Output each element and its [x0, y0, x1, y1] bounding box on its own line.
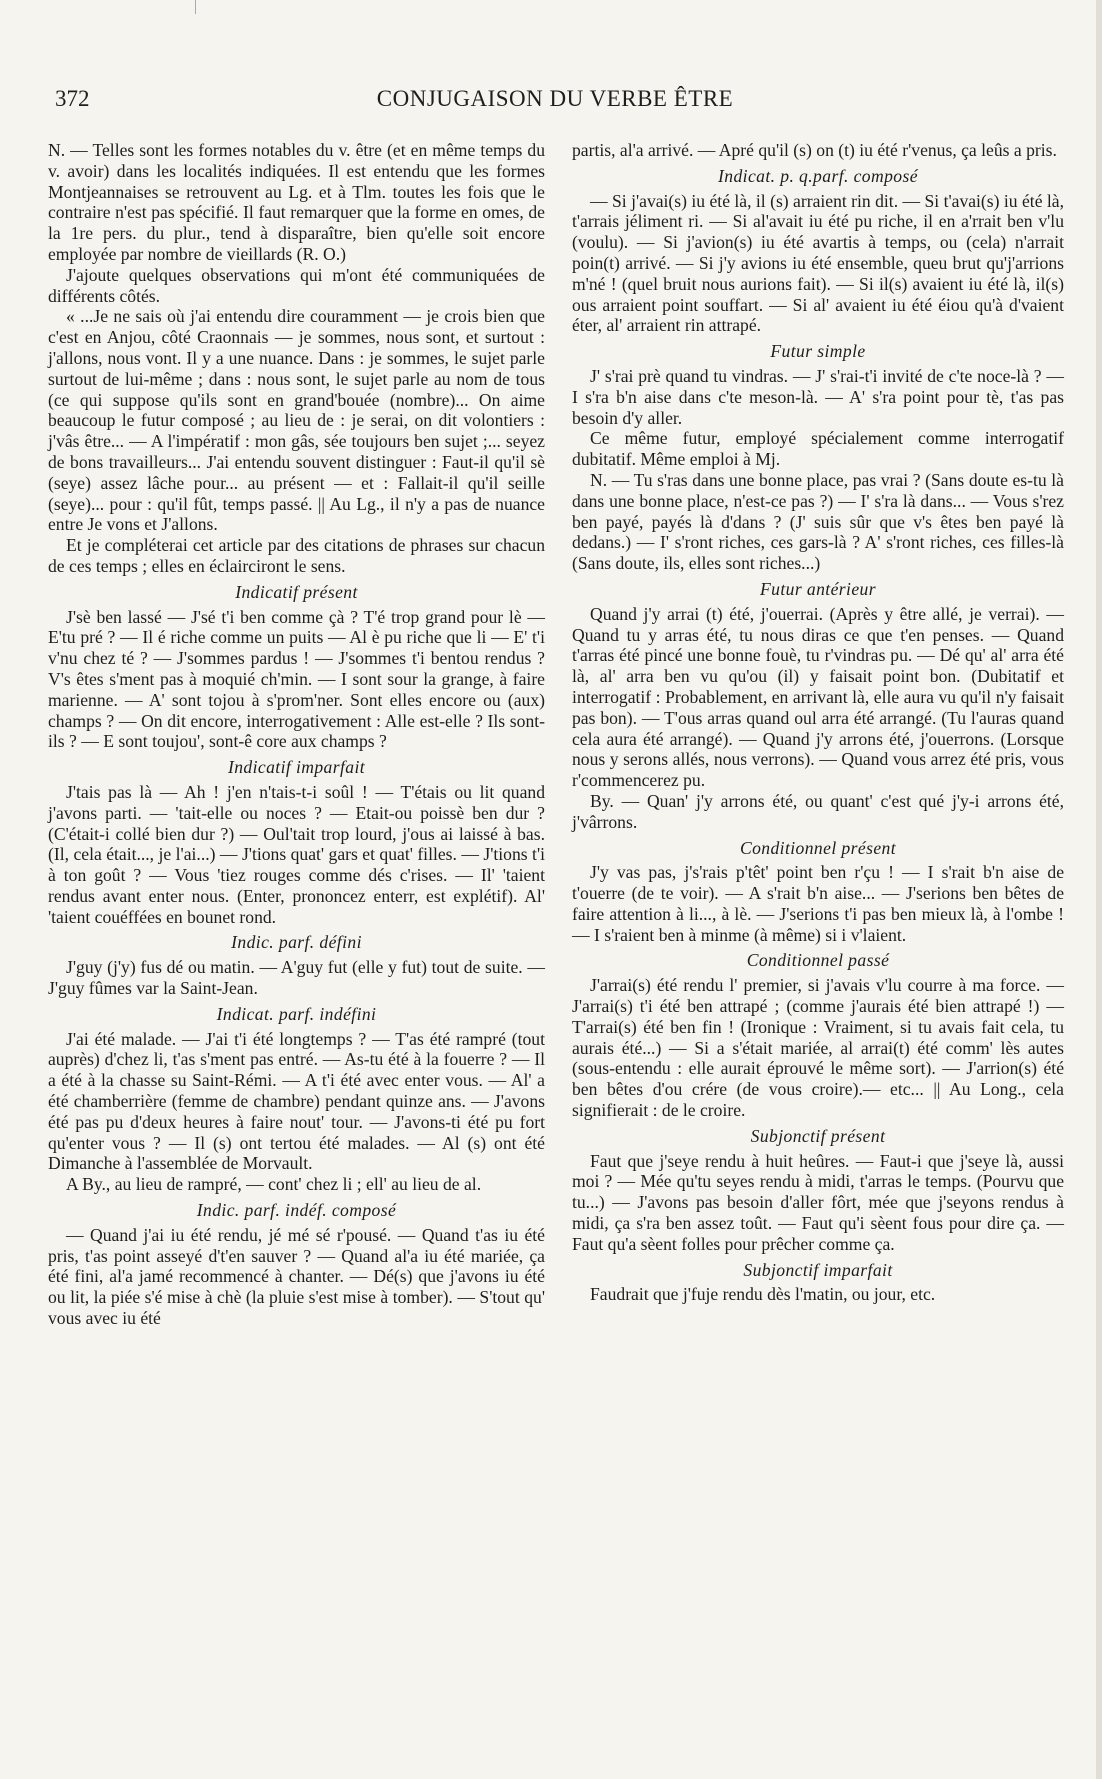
paragraph: — Quand j'ai iu été rendu, jé mé sé r'pousé. — Quand t'as iu été pris, t'as point asseyé d't'en sauver ? — Quand al'a iu été mariée, ça été fini, al'a jamé recommencé à chanter. — Dé(s) que j'avons iu été ou lit, la piée s'é mise à chè (la pluie s'est mise à tomber). — S'tout qu' vous avec iu été: [48, 1224, 545, 1329]
page-number: 372: [55, 86, 90, 111]
section-heading: Indic. parf. défini: [231, 932, 362, 953]
paragraph: J'tais pas là — Ah ! j'en n'tais-t-i soûl ! — T'étais ou lit quand j'avons parti. — 'tait-elle ou noces ? — Etait-ou poissè ben dur ? (C'était-i collé bien dur ?) — Oul'tait trop lourd, j'ous ai laissé à bas. (Il, cela était..., je l'ai...) — J'tions quat' gars et quat' filles. — J'tions t'i à ton goût ? — Vous 'tiez rouges comme dés c'rises. — Il' 'taient rendus avant enter nous. (Enter, prononcez enterr, est explétif). Al' 'taient couéffées en bounet rond.: [48, 781, 545, 927]
paragraph: J'ai été malade. — J'ai t'i été longtemps ? — T'as été rampré (tout auprès) d'chez li, t'as s'ment pas entré. — As-tu été à la fouerre ? — Il a été à la chasse su Saint-Rémi. — A t'i été avec enter vous. — Al' a été chamberrière (femme de chambre) pendant quinze ans. — J'avons été pas pu d'deux heures à faire nout' tour. — J'avons-ti été pu fort qu'enter vous ? — Il (s) ont tertou été malades. — Al (s) ont été Dimanche à l'assemblée de Morvault.: [48, 1028, 545, 1174]
paragraph: J'arrai(s) été rendu l' premier, si j'avais v'lu courre à ma force. — J'arrai(s) t'i été ben attrapé ; (comme j'aurais été bien attrapé !) — T'arrai(s) été ben fin ! (Ironique : Vraiment, si tu avais fait cela, tu aurais été...) — Si a s'était mariée, al arrai(t) été comm' lès autes (sous-entendu : elle aurait éprouvé le même sort). — J'arrion(s) été ben bêtes d'ou crére (de vous croire).— etc... || Au Long., cela signifierait : de le croire.: [572, 975, 1064, 1121]
section-heading: Indicatif présent: [235, 581, 358, 602]
section-heading: Conditionnel passé: [746, 950, 890, 971]
paragraph: — Si j'avai(s) iu été là, il (s) arraient rin dit. — Si t'avai(s) iu été là, t'arrais jéliment ri. — Si al'avait iu été pu riche, il en a'rrait ben v'lu (voulu). — Si j'avion(s) iu été avartis à temps, ou (cela) n'arrait poin(t) arrivé. — Si j'y avions iu été ensemble, queu brut qu'j'arrions m'né ! (quel bruit nous aurions fait). — Si il(s) avaient iu été là, il(s) ous arraient point souffart. — Si al' avaient iu été éiou qu'à d'vaient éter, al' arraient rin attrapé.: [572, 190, 1064, 336]
section-heading: Subjonctif imparfait: [743, 1259, 893, 1280]
paragraph: Ce même futur, employé spécialement comme interrogatif dubitatif. Même emploi à Mj.: [572, 428, 1064, 470]
section-heading: Conditionnel présent: [739, 837, 897, 858]
scan-mark: [195, 0, 196, 14]
paragraph: Faut que j'seye rendu à huit heûres. — Faut-i que j'seye là, aussi moi ? — Mée qu'tu seyes rendu à midi, t'arras le temps. (Pourvu que tu...) — J'avons pas besoin d'aller fôrt, mée que j'seyons rendus à midi, ça s'ra ben assez toût. — Faut qu'i sèent fous pour dire ça. — Faut qu'a sèent folles pour prêcher comme ça.: [572, 1150, 1064, 1254]
paragraph: Quand j'y arrai (t) été, j'ouerrai. (Après y être allé, je verrai). — Quand tu y arras été, tu nous diras ce que t'en penses. — Quand t'arras été pincé une bonne fouè, tu r'vindras pu. — Dé qu' al' arra été là, al' arra ben vu qu'ou (il) y faisait point bon. (Dubitatif et interrogatif : Probablement, en arrivant là, elle aura vu qu'il n'y faisait pas bon). — T'ous arras quand oul arra été arrangé. (Tu l'auras quand cela aura été arrangé). — Quand j'y arrons été, j'ouerrons. (Lorsque nous y serons allés, nous verrons). — Quand vous arrez été pris, vous r'commencerez pu.: [572, 603, 1064, 791]
section-heading: Futur simple: [770, 341, 866, 362]
paragraph: J'y vas pas, j's'rais p'têt' point ben r'çu ! — I s'rait b'n aise de t'ouerre (de te voir). — A s'rait b'n aise... — J'serions ben bêtes de faire attention à li..., à lè. — J'serions t'i pas ben mieux là, à l'ombe ! — I s'raient ben à minme (à même) si i v'laient.: [572, 862, 1064, 945]
paragraph: J'sè ben lassé — J'sé t'i ben comme çà ? T'é trop grand pour lè — E'tu pré ? — Il é riche comme un puits — Al è pu riche que li — E' t'i v'nu chez té ? — J'sommes pardus ! — J'sommes t'i bentou rendus ? V's êtes s'ment pas à moquié ch'min. — I sont sour la grange, à faire marienne. — A' sont tojou à s'prom'ner. Sont elles encore ou (aux) champs ? — On dit encore, interrogativement : Alle est-elle ? Ils sont-ils ? — E sont toujou', sont-ê core aux champs ?: [48, 606, 545, 752]
left-column: [48, 140, 545, 1329]
section-heading: Indicat. p. q.parf. composé: [718, 165, 918, 186]
section-heading: Indicatif imparfait: [227, 757, 366, 778]
page-edge: [1096, 0, 1102, 1779]
right-column: [572, 140, 1064, 1305]
paragraph: Faudrait que j'fuje rendu dès l'matin, ou jour, etc.: [590, 1284, 936, 1305]
paragraph: Et je compléterai cet article par des citations de phrases sur chacun de ces temps ; elles en éclairciront le sens.: [48, 535, 545, 576]
paragraph: N. — Tu s'ras dans une bonne place, pas vrai ? (Sans doute es-tu là dans une bonne place, n'est-ce pas ?) — I' s'ra là dans... — Vous s'rez ben payé, payés là d'dans ? (J' suis sûr que v's êtes ben payé là dedans.) — I' s'ront riches, ces gars-là ? A' s'ront riches, ces filles-là (Sans doute, ils, elles sont riches...): [572, 469, 1064, 574]
paragraph: J' s'rai prè quand tu vindras. — J' s'rai-t'i invité de c'te noce-là ? — I s'ra b'n aise dans c'te meson-là. — A' s'ra point pour tè, t'as pas besoin d'y aller.: [572, 365, 1064, 428]
section-heading: Subjonctif présent: [750, 1125, 886, 1146]
paragraph: J'ajoute quelques observations qui m'ont été communiquées de différents côtés.: [48, 264, 545, 306]
section-heading: Futur antérieur: [760, 578, 876, 599]
section-heading: Indic. parf. indéf. composé: [196, 1200, 397, 1221]
paragraph: J'guy (j'y) fus dé ou matin. — A'guy fut (elle y fut) tout de suite. — J'guy fûmes var la Saint-Jean.: [48, 957, 545, 999]
section-heading: Indicat. parf. indéfini: [216, 1003, 377, 1024]
paragraph: « ...Je ne sais où j'ai entendu dire couramment — je crois bien que c'est en Anjou, côté Craonnais — je sommes, nous sont, et surtout : j'allons, nous vont. Il y a une nuance. Dans : je sommes, le sujet parle surtout de lui-même ; dans : nous sont, le sujet parle au nom de tous (ce qui suppose qu'ils sont en grand'bouée (nombre)... On aime beaucoup le futur composé ; au lieu de : je serai, on dit volontiers : j'vâs être... — A l'impératif : mon gâs, sée toujours ben sujet ;... seyez de bons travailleurs... J'ai entendu souvent distinguer : Faut-il qu'il sè (seye) assez lâche pour... au présent — et : Fallait-il qu'il seille (seye)... pour : qu'il fût, temps passé. || Au Lg., il n'y a pas de nuance entre Je vons et J'allons.: [48, 306, 545, 535]
paragraph: By. — Quan' j'y arrons été, ou quant' c'est qué j'y-i arrons été, j'vârrons.: [572, 790, 1064, 832]
paragraph: A By., au lieu de rampré, — cont' chez li ; ell' au lieu de al.: [66, 1174, 482, 1195]
running-title: CONJUGAISON DU VERBE ÊTRE: [376, 86, 734, 111]
paragraph: partis, al'a arrivé. — Apré qu'il (s) on (t) iu été r'venus, ça leûs a pris.: [572, 140, 1057, 160]
page-header: [55, 86, 1055, 126]
paragraph: N. — Telles sont les formes notables du v. être (et en même temps du v. avoir) dans les localités indiquées. Il est entendu que les formes Montjeannaises se retrouvent au Lg. et à Tlm. toutes les fois que le contraire n'est pas spécifié. Il faut remarquer que la forme en omes, de la 1re pers. du plur., tend à disparaître, bien qu'elle soit encore employée par nombre de vieillards (R. O.): [48, 140, 545, 264]
